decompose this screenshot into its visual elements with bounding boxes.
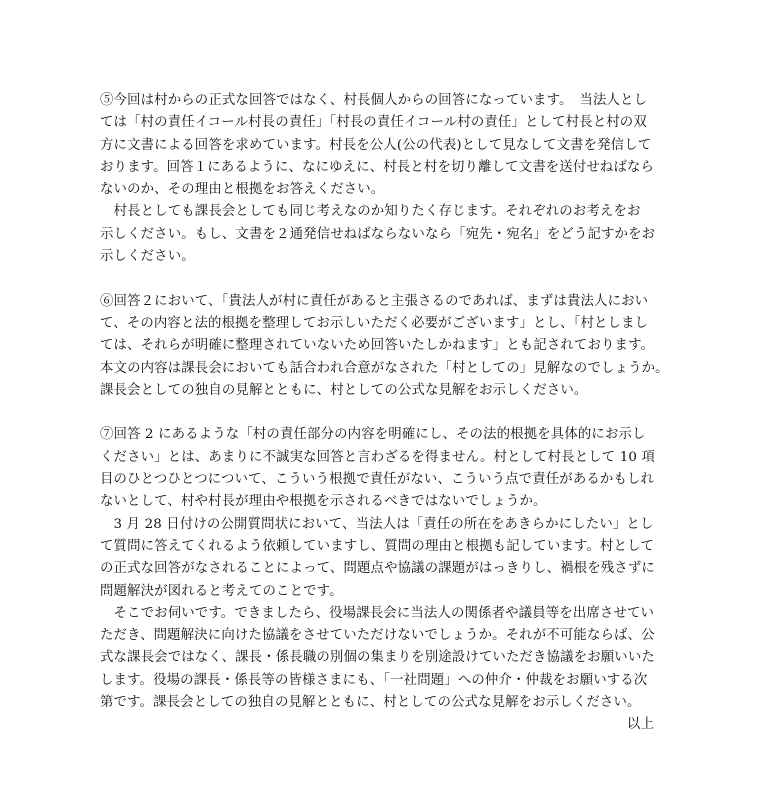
paragraph-line: の正式な回答がなされることによって、問題点や協議の課題がはっきりし、禍根を残さずに [100, 561, 655, 577]
closing-text: 以上 [626, 717, 654, 733]
paragraph-line: 方に文書による回答を求めています。村長を公人(公の代表)として見なして文書を発信して [100, 137, 652, 153]
section-spacer [100, 402, 660, 424]
section-item-7 [100, 424, 660, 714]
paragraph-line: ては「村の責任イコール村長の責任」「村長の責任イコール村の責任」として村長と村の双 [100, 115, 647, 131]
paragraph-line: 3 月 28 日付けの公開質問状において、当法人は「責任の所在をあきらかにしたい」とし [100, 516, 654, 532]
paragraph-line: します。役場の課長・係長等の皆様さまにも、「一社問題」への仲介・仲裁をお願いする次 [100, 672, 648, 688]
paragraph-line: 第です。課長会としての独自の見解とともに、村としての公式な見解をお示しください。 [100, 695, 641, 711]
paragraph-line: 示しください。 [100, 249, 195, 265]
document-page [100, 90, 669, 737]
paragraph-line: て質問に答えてくれるよう依頼していますし、質問の理由と根拠も記しています。村として [100, 538, 655, 554]
paragraph-line: ⑥回答２において、「貴法人が村に責任があると主張さるのであれば、まずは貴法人におい [100, 293, 649, 309]
paragraph-line: 村長としても課長会としても同じ考えなのか知りたく存じます。それぞれのお考えをお [100, 204, 641, 220]
section-item-6 [100, 291, 669, 402]
paragraph-line: 本文の内容は課長会においても話合われ合意がなされた「村としての」見解なのでしょうか。 [100, 360, 669, 376]
paragraph-line: ては、それらが明確に整理されていないため回答いたしかねます」とも記されております。 [100, 338, 655, 354]
paragraph-line: ただき、問題解決に向けた協議をさせていただけないでしょうか。それが不可能ならば、公 [100, 628, 655, 644]
paragraph-line: 示しください。もし、文書を２通発信せねばならないなら「宛先・宛名」をどう記すかをお [100, 226, 656, 242]
paragraph-line: 課長会としての独自の見解とともに、村としての公式な見解をお示しください。 [100, 382, 588, 398]
paragraph-line: 目のひとつひとつについて、こういう根拠で責任がない、こういう点で責任があるかもしれ [100, 472, 655, 488]
paragraph-line: て、その内容と法的根拠を整理してお示しいただく必要がございます」とし、「村としまし [100, 315, 649, 331]
paragraph-line: 問題解決が図れると考えてのことです。 [100, 583, 343, 599]
paragraph-line: ないのか、その理由と根拠をお答えください。 [100, 182, 385, 198]
paragraph-line: ください」とは、あまりに不誠実な回答と言わざるを得ません。村として村長として 10 項 [100, 449, 656, 465]
section-spacer [100, 268, 660, 290]
paragraph-line: そこでお伺いです。できましたら、役場課長会に当法人の関係者や議員等を出席させてい [100, 605, 655, 621]
paragraph-line: おります。回答１にあるように、なにゆえに、村長と村を切り離して文書を送付せねばなら [100, 159, 655, 175]
paragraph-line: ⑦回答 2 にあるような「村の責任部分の内容を明確にし、その法的根拠を具体的にお示し [100, 427, 646, 443]
section-item-5 [100, 90, 660, 268]
paragraph-line: 式な課長会ではなく、課長・係長職の別個の集まりを別途設けていただき協議をお願いいた [100, 650, 655, 666]
paragraph-line: ないとして、村や村長が理由や根拠を示されるべきではないでしょうか。 [100, 494, 547, 510]
paragraph-line: ⑤今回は村からの正式な回答ではなく、村長個人からの回答になっています。 当法人とし [100, 93, 648, 108]
